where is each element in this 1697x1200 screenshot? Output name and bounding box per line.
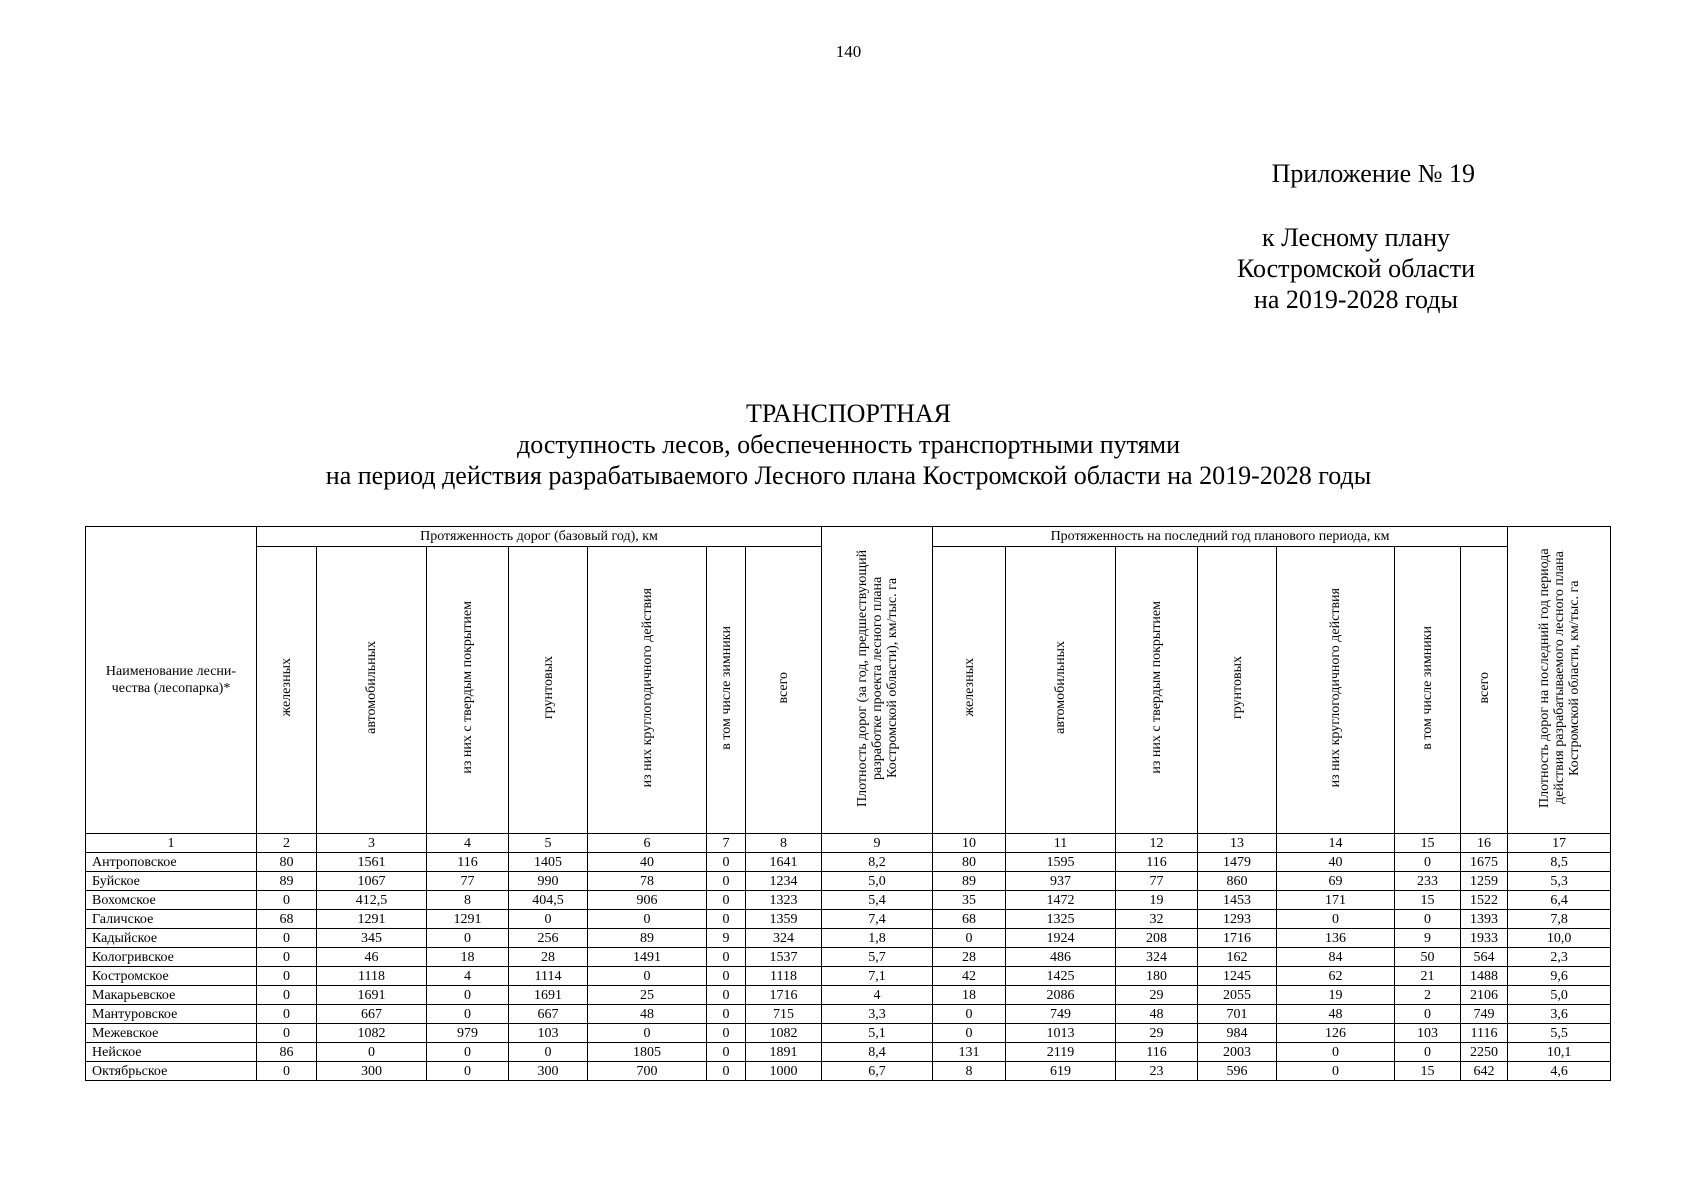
table-cell: 89 [257,872,317,891]
table-cell: 564 [1461,948,1508,967]
table-cell: 171 [1277,891,1395,910]
table-cell: 77 [1116,872,1198,891]
table-cell: 0 [427,929,509,948]
table-cell: 180 [1116,967,1198,986]
table-cell: 990 [509,872,588,891]
table-cell: 667 [509,1005,588,1024]
table-cell: 0 [257,929,317,948]
table-cell: 4,6 [1508,1062,1611,1081]
table-cell: 1118 [317,967,427,986]
table-cell: 701 [1198,1005,1277,1024]
table-cell: 1933 [1461,929,1508,948]
table-cell: 5,4 [822,891,933,910]
table-cell: 6,4 [1508,891,1611,910]
table-cell: 1359 [746,910,822,929]
column-number: 1 [86,834,257,853]
table-cell: 0 [707,967,746,986]
table-cell: 1522 [1461,891,1508,910]
forestry-name: Антроповское [86,853,257,872]
table-cell: 9 [1395,929,1461,948]
table-cell: 979 [427,1024,509,1043]
table-cell: 256 [509,929,588,948]
table-cell: 0 [317,1043,427,1062]
subheader-base-5: из них круглогодичного действия [588,547,707,834]
table-cell: 7,4 [822,910,933,929]
table-cell: 7,1 [822,967,933,986]
subheader-base-7: всего [746,547,822,834]
table-cell: 48 [588,1005,707,1024]
table-cell: 126 [1277,1024,1395,1043]
table-cell: 40 [588,853,707,872]
table-cell: 2250 [1461,1043,1508,1062]
table-cell: 1716 [746,986,822,1005]
table-cell: 324 [746,929,822,948]
table-cell: 116 [1116,853,1198,872]
forestry-name: Межевское [86,1024,257,1043]
subheader-last-5: из них круглогодичного действия [1277,547,1395,834]
table-cell: 0 [707,986,746,1005]
table-cell: 0 [707,910,746,929]
table-cell: 0 [707,1043,746,1062]
table-cell: 116 [427,853,509,872]
page-number: 140 [835,42,862,61]
column-number: 17 [1508,834,1611,853]
table-row [86,967,1611,986]
table-cell: 1488 [1461,967,1508,986]
table-row [86,986,1611,1005]
table-cell: 0 [933,1005,1006,1024]
table-cell: 1891 [746,1043,822,1062]
table-cell: 1491 [588,948,707,967]
table-cell: 48 [1116,1005,1198,1024]
table-cell: 412,5 [317,891,427,910]
table-cell: 0 [588,1024,707,1043]
table-cell: 1691 [509,986,588,1005]
table-cell: 1691 [317,986,427,1005]
column-number: 16 [1461,834,1508,853]
table-cell: 0 [257,967,317,986]
header-group-base: Протяженность дорог (базовый год), км [257,527,822,547]
table-cell: 1116 [1461,1024,1508,1043]
table-cell: 0 [707,1062,746,1081]
subheader-last-6: в том числе зимники [1395,547,1461,834]
table-cell: 1245 [1198,967,1277,986]
table-cell: 0 [933,1024,1006,1043]
table-cell: 62 [1277,967,1395,986]
table-cell: 0 [1395,1043,1461,1062]
column-number: 14 [1277,834,1395,853]
subheader-base-4: грунтовых [509,547,588,834]
subheader-base-6: в том числе зимники [707,547,746,834]
table-row [86,948,1611,967]
table-cell: 35 [933,891,1006,910]
table-cell: 1805 [588,1043,707,1062]
table-cell: 29 [1116,986,1198,1005]
subheader-last-4: грунтовых [1198,547,1277,834]
table-cell: 1325 [1006,910,1116,929]
subheader-base-3: из них с твердым покрытием [427,547,509,834]
table-row [86,1005,1611,1024]
table-cell: 19 [1116,891,1198,910]
table-cell: 1291 [427,910,509,929]
table-cell: 2086 [1006,986,1116,1005]
table-cell: 80 [933,853,1006,872]
table-cell: 860 [1198,872,1277,891]
table-cell: 0 [427,1005,509,1024]
table-cell: 89 [933,872,1006,891]
table-cell: 1716 [1198,929,1277,948]
table-cell: 2,3 [1508,948,1611,967]
table-cell: 5,1 [822,1024,933,1043]
table-cell: 1,8 [822,929,933,948]
column-number: 10 [933,834,1006,853]
table-cell: 0 [509,1043,588,1062]
table-cell: 1472 [1006,891,1116,910]
appendix-line-3: на 2019-2028 годы [1253,285,1458,314]
table-cell: 0 [1395,910,1461,929]
subheader-last-1: железных [933,547,1006,834]
table-row [86,891,1611,910]
table-cell: 162 [1198,948,1277,967]
table-cell: 0 [707,948,746,967]
table-cell: 68 [257,910,317,929]
table-cell: 1234 [746,872,822,891]
table-cell: 3,6 [1508,1005,1611,1024]
table-cell: 68 [933,910,1006,929]
table-cell: 749 [1006,1005,1116,1024]
table-cell: 0 [427,1062,509,1081]
forestry-name: Макарьевское [86,986,257,1005]
table-cell: 486 [1006,948,1116,967]
table-cell: 0 [427,1043,509,1062]
table-cell: 0 [588,910,707,929]
table-cell: 749 [1461,1005,1508,1024]
table-cell: 1405 [509,853,588,872]
table-cell: 89 [588,929,707,948]
table-cell: 1259 [1461,872,1508,891]
table-cell: 15 [1395,891,1461,910]
table-row [86,1024,1611,1043]
document-title [0,398,1697,491]
table-cell: 0 [1277,1062,1395,1081]
title-line-2: доступность лесов, обеспеченность транспортными путями [516,430,1181,459]
column-number: 2 [257,834,317,853]
table-cell: 700 [588,1062,707,1081]
forestry-name: Кадыйское [86,929,257,948]
subheader-base-2: автомобильных [317,547,427,834]
table-cell: 84 [1277,948,1395,967]
table-cell: 404,5 [509,891,588,910]
subheader-last-3: из них с твердым покрытием [1116,547,1198,834]
subheader-base-1: железных [257,547,317,834]
forestry-name: Мантуровское [86,1005,257,1024]
table-cell: 2003 [1198,1043,1277,1062]
appendix-block [1237,158,1475,315]
table-cell: 8,2 [822,853,933,872]
table-cell: 0 [427,986,509,1005]
table-cell: 9 [707,929,746,948]
table-cell: 18 [427,948,509,967]
table-cell: 1453 [1198,891,1277,910]
table-cell: 5,3 [1508,872,1611,891]
table-cell: 103 [509,1024,588,1043]
appendix-line-2: Костромской области [1236,254,1475,283]
table-cell: 1393 [1461,910,1508,929]
forestry-name: Октябрьское [86,1062,257,1081]
table-cell: 300 [509,1062,588,1081]
table-cell: 937 [1006,872,1116,891]
table-cell: 1323 [746,891,822,910]
table-cell: 42 [933,967,1006,986]
table-cell: 1114 [509,967,588,986]
table-cell: 77 [427,872,509,891]
column-number: 13 [1198,834,1277,853]
table-cell: 8,4 [822,1043,933,1062]
table-cell: 715 [746,1005,822,1024]
table-cell: 21 [1395,967,1461,986]
table-cell: 2106 [1461,986,1508,1005]
table-cell: 23 [1116,1062,1198,1081]
table-cell: 29 [1116,1024,1198,1043]
table-cell: 0 [933,929,1006,948]
table-cell: 69 [1277,872,1395,891]
table-cell: 18 [933,986,1006,1005]
table-cell: 0 [257,891,317,910]
table-cell: 4 [822,986,933,1005]
table-cell: 0 [257,986,317,1005]
table-cell: 324 [1116,948,1198,967]
table-cell: 8 [933,1062,1006,1081]
forestry-name: Буйское [86,872,257,891]
table-row [86,872,1611,891]
table-cell: 0 [257,948,317,967]
table-cell: 619 [1006,1062,1116,1081]
table-cell: 1067 [317,872,427,891]
title-line-1: ТРАНСПОРТНАЯ [745,399,952,428]
table-cell: 1479 [1198,853,1277,872]
table-cell: 28 [933,948,1006,967]
forestry-name: Галичское [86,910,257,929]
table-cell: 7,8 [1508,910,1611,929]
header-name: Наименование лесни-чества (лесопарка)* [86,527,257,834]
table-cell: 4 [427,967,509,986]
table-cell: 80 [257,853,317,872]
table-cell: 25 [588,986,707,1005]
subheader-last-7: всего [1461,547,1508,834]
table-cell: 10,1 [1508,1043,1611,1062]
table-cell: 50 [1395,948,1461,967]
table-cell: 300 [317,1062,427,1081]
table-cell: 0 [1395,853,1461,872]
table-cell: 32 [1116,910,1198,929]
table-cell: 5,5 [1508,1024,1611,1043]
table-row [86,910,1611,929]
table-cell: 136 [1277,929,1395,948]
title-line-3: на период действия разрабатываемого Лесного плана Костромской области на 2019-2028 годы [325,461,1372,490]
table-cell: 0 [257,1005,317,1024]
table-cell: 2055 [1198,986,1277,1005]
table-cell: 28 [509,948,588,967]
column-number: 9 [822,834,933,853]
table-row [86,929,1611,948]
forestry-name: Вохомское [86,891,257,910]
transport-table [85,526,1611,1081]
table-cell: 0 [257,1062,317,1081]
table-cell: 345 [317,929,427,948]
table-cell: 3,3 [822,1005,933,1024]
column-number: 6 [588,834,707,853]
table-cell: 86 [257,1043,317,1062]
table-cell: 596 [1198,1062,1277,1081]
column-number: 11 [1006,834,1116,853]
header-density-base: Плотность дорог (за год, предшествующий разработке проекта лесного плана Костромской области), км/тыс. га [822,527,933,834]
table-cell: 1082 [317,1024,427,1043]
table-cell: 6,7 [822,1062,933,1081]
table-cell: 0 [1395,1005,1461,1024]
table-cell: 1118 [746,967,822,986]
table-cell: 0 [1277,910,1395,929]
table-cell: 1641 [746,853,822,872]
table-cell: 10,0 [1508,929,1611,948]
table-cell: 0 [707,891,746,910]
table-cell: 8 [427,891,509,910]
forestry-name: Костромское [86,967,257,986]
table-cell: 0 [509,910,588,929]
table-cell: 5,0 [822,872,933,891]
table-cell: 1561 [317,853,427,872]
table-cell: 0 [588,967,707,986]
table-row [86,853,1611,872]
table-cell: 1293 [1198,910,1277,929]
table-cell: 48 [1277,1005,1395,1024]
table-cell: 233 [1395,872,1461,891]
table-cell: 906 [588,891,707,910]
appendix-line-1: к Лесному плану [1261,223,1450,252]
table-cell: 1595 [1006,853,1116,872]
table-cell: 131 [933,1043,1006,1062]
table-cell: 116 [1116,1043,1198,1062]
column-number: 3 [317,834,427,853]
table-row [86,1043,1611,1062]
table-cell: 5,7 [822,948,933,967]
table-cell: 1675 [1461,853,1508,872]
header-group-last: Протяженность на последний год планового периода, км [933,527,1508,547]
table-cell: 15 [1395,1062,1461,1081]
table-cell: 2 [1395,986,1461,1005]
column-number: 4 [427,834,509,853]
table-cell: 0 [707,853,746,872]
table-cell: 0 [707,872,746,891]
table-cell: 40 [1277,853,1395,872]
table-cell: 1013 [1006,1024,1116,1043]
table-cell: 103 [1395,1024,1461,1043]
table-cell: 78 [588,872,707,891]
column-number: 7 [707,834,746,853]
table-cell: 1537 [746,948,822,967]
table-cell: 0 [257,1024,317,1043]
table-cell: 0 [1277,1043,1395,1062]
table-cell: 1082 [746,1024,822,1043]
table-cell: 0 [707,1005,746,1024]
table-cell: 1425 [1006,967,1116,986]
table-cell: 984 [1198,1024,1277,1043]
appendix-label: Приложение № 19 [1271,159,1475,188]
table-cell: 1924 [1006,929,1116,948]
header-density-last: Плотность дорог на последний год периода действия разрабатываемого лесного плана Костромской области, км/тыс. га [1508,527,1611,834]
table-cell: 1000 [746,1062,822,1081]
table-cell: 8,5 [1508,853,1611,872]
table-cell: 46 [317,948,427,967]
subheader-last-2: автомобильных [1006,547,1116,834]
table-cell: 5,0 [1508,986,1611,1005]
forestry-name: Кологривское [86,948,257,967]
table-cell: 642 [1461,1062,1508,1081]
forestry-name: Нейское [86,1043,257,1062]
column-number: 15 [1395,834,1461,853]
table-cell: 1291 [317,910,427,929]
table-cell: 2119 [1006,1043,1116,1062]
table-row [86,1062,1611,1081]
column-number: 8 [746,834,822,853]
table-cell: 208 [1116,929,1198,948]
table-cell: 19 [1277,986,1395,1005]
table-cell: 9,6 [1508,967,1611,986]
table-cell: 667 [317,1005,427,1024]
table-cell: 0 [707,1024,746,1043]
column-number: 5 [509,834,588,853]
column-number: 12 [1116,834,1198,853]
